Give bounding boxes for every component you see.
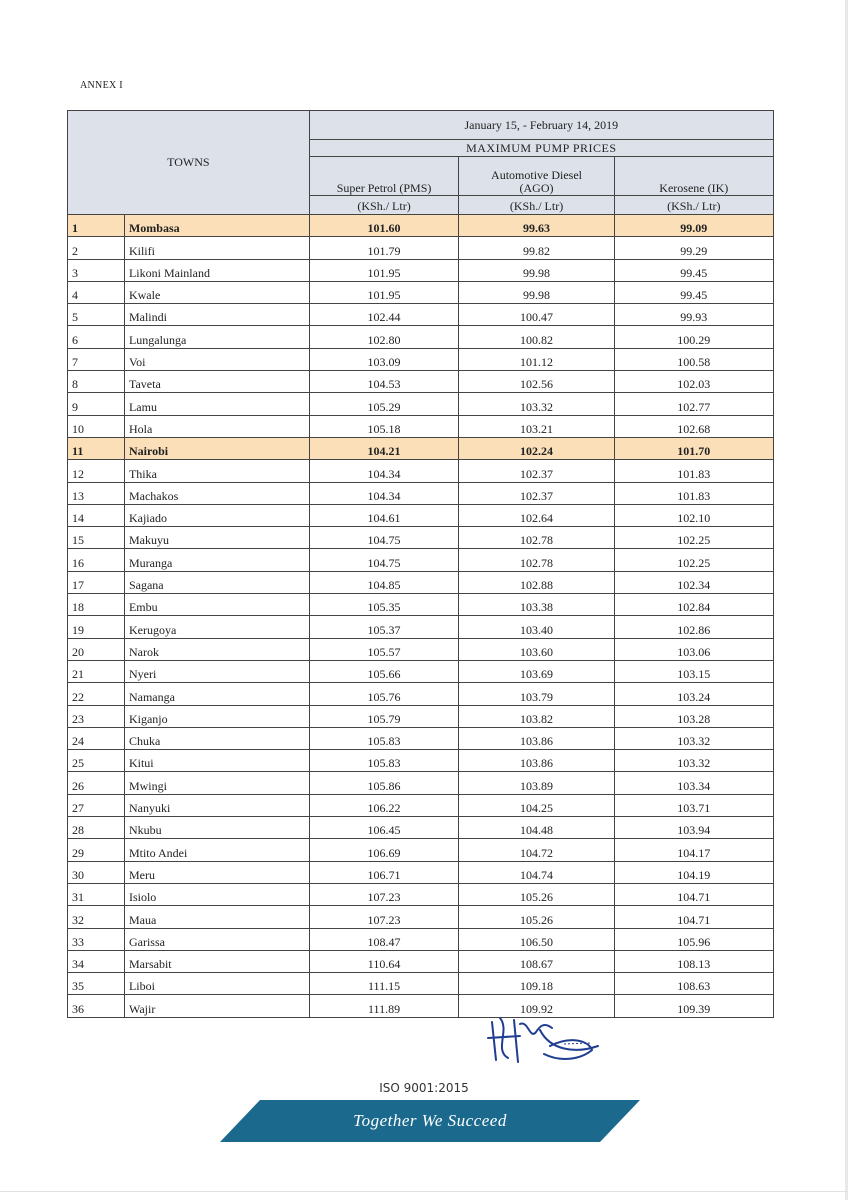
ik-price-cell: 102.03 — [614, 371, 773, 393]
table-row — [68, 616, 774, 638]
row-number-cell: 33 — [68, 928, 125, 950]
row-number-cell: 5 — [68, 304, 125, 326]
town-cell: Machakos — [124, 482, 309, 504]
ago-price-cell: 102.37 — [459, 482, 614, 504]
pms-price-cell: 104.61 — [309, 504, 459, 526]
ago-price-cell: 103.79 — [459, 683, 614, 705]
table-row — [68, 839, 774, 861]
ago-price-cell: 108.67 — [459, 950, 614, 972]
pms-price-cell: 106.69 — [309, 839, 459, 861]
row-number-cell: 28 — [68, 817, 125, 839]
town-cell: Kilifi — [124, 237, 309, 259]
row-number-cell: 16 — [68, 549, 125, 571]
ik-price-cell: 103.15 — [614, 660, 773, 682]
ago-price-cell: 102.88 — [459, 571, 614, 593]
table-row — [68, 304, 774, 326]
town-cell: Embu — [124, 594, 309, 616]
ago-price-cell: 109.18 — [459, 973, 614, 995]
table-row — [68, 393, 774, 415]
pms-price-cell: 110.64 — [309, 950, 459, 972]
town-cell: Nyeri — [124, 660, 309, 682]
row-number-cell: 32 — [68, 906, 125, 928]
row-number-cell: 35 — [68, 973, 125, 995]
town-cell: Meru — [124, 861, 309, 883]
town-cell: Namanga — [124, 683, 309, 705]
pms-unit: (KSh./ Ltr) — [309, 196, 459, 215]
row-number-cell: 25 — [68, 750, 125, 772]
table-row — [68, 883, 774, 905]
pms-price-cell: 102.44 — [309, 304, 459, 326]
pms-price-cell: 104.34 — [309, 460, 459, 482]
pms-price-cell: 104.53 — [309, 371, 459, 393]
ik-price-cell: 102.25 — [614, 527, 773, 549]
ik-price-cell: 103.06 — [614, 638, 773, 660]
table-row — [68, 460, 774, 482]
table-row — [68, 549, 774, 571]
table-row — [68, 259, 774, 281]
town-cell: Chuka — [124, 727, 309, 749]
pms-price-cell: 107.23 — [309, 883, 459, 905]
ago-header-line1: Automotive Diesel — [491, 168, 583, 182]
ik-price-cell: 104.19 — [614, 861, 773, 883]
ago-price-cell: 99.98 — [459, 259, 614, 281]
pms-price-cell: 107.23 — [309, 906, 459, 928]
town-cell: Sagana — [124, 571, 309, 593]
ago-price-cell: 103.60 — [459, 638, 614, 660]
row-number-cell: 15 — [68, 527, 125, 549]
town-cell: Maua — [124, 906, 309, 928]
row-number-cell: 12 — [68, 460, 125, 482]
table-row — [68, 817, 774, 839]
town-cell: Kerugoya — [124, 616, 309, 638]
town-cell: Garissa — [124, 928, 309, 950]
ik-price-cell: 99.93 — [614, 304, 773, 326]
pms-price-cell: 104.75 — [309, 527, 459, 549]
row-number-cell: 9 — [68, 393, 125, 415]
town-cell: Muranga — [124, 549, 309, 571]
row-number-cell: 34 — [68, 950, 125, 972]
ago-price-cell: 105.26 — [459, 906, 614, 928]
pms-price-cell: 102.80 — [309, 326, 459, 348]
table-row — [68, 772, 774, 794]
ago-price-cell: 103.21 — [459, 415, 614, 437]
ik-price-cell: 102.10 — [614, 504, 773, 526]
pms-price-cell: 106.22 — [309, 794, 459, 816]
ik-unit: (KSh./ Ltr) — [614, 196, 773, 215]
ago-price-cell: 104.72 — [459, 839, 614, 861]
pms-price-cell: 105.66 — [309, 660, 459, 682]
row-number-cell: 22 — [68, 683, 125, 705]
pms-header: Super Petrol (PMS) — [309, 157, 459, 196]
town-cell: Mtito Andei — [124, 839, 309, 861]
pms-price-cell: 106.71 — [309, 861, 459, 883]
pms-price-cell: 105.83 — [309, 750, 459, 772]
row-number-cell: 30 — [68, 861, 125, 883]
row-number-cell: 14 — [68, 504, 125, 526]
row-number-cell: 19 — [68, 616, 125, 638]
table-row — [68, 415, 774, 437]
ago-price-cell: 103.86 — [459, 750, 614, 772]
pms-price-cell: 105.37 — [309, 616, 459, 638]
ik-price-cell: 99.45 — [614, 259, 773, 281]
town-cell: Mombasa — [124, 215, 309, 237]
town-cell: Hola — [124, 415, 309, 437]
row-number-cell: 13 — [68, 482, 125, 504]
town-cell: Lamu — [124, 393, 309, 415]
row-number-cell: 21 — [68, 660, 125, 682]
ik-price-cell: 109.39 — [614, 995, 773, 1017]
ago-price-cell: 99.82 — [459, 237, 614, 259]
table-body — [68, 111, 774, 1018]
row-number-cell: 17 — [68, 571, 125, 593]
table-row — [68, 928, 774, 950]
pump-prices-table — [67, 110, 774, 1018]
table-row — [68, 594, 774, 616]
town-cell: Makuyu — [124, 527, 309, 549]
signature-image — [480, 1010, 620, 1070]
town-cell: Narok — [124, 638, 309, 660]
ik-price-cell: 102.86 — [614, 616, 773, 638]
town-cell: Wajir — [124, 995, 309, 1017]
ago-price-cell: 104.74 — [459, 861, 614, 883]
table-row — [68, 281, 774, 303]
town-cell: Nanyuki — [124, 794, 309, 816]
ik-price-cell: 101.83 — [614, 460, 773, 482]
iso-certification: ISO 9001:2015 — [379, 1081, 469, 1095]
ik-price-cell: 103.32 — [614, 750, 773, 772]
ik-price-cell: 108.13 — [614, 950, 773, 972]
ik-header: Kerosene (IK) — [614, 157, 773, 196]
ago-price-cell: 101.12 — [459, 348, 614, 370]
motto-text: Together We Succeed — [353, 1111, 507, 1130]
table-row — [68, 527, 774, 549]
table-row — [68, 794, 774, 816]
ik-price-cell: 100.58 — [614, 348, 773, 370]
ik-price-cell: 101.70 — [614, 437, 773, 459]
table-row — [68, 683, 774, 705]
row-number-cell: 11 — [68, 437, 125, 459]
row-number-cell: 3 — [68, 259, 125, 281]
pms-price-cell: 111.15 — [309, 973, 459, 995]
ago-unit: (KSh./ Ltr) — [459, 196, 614, 215]
ago-price-cell: 103.38 — [459, 594, 614, 616]
ago-price-cell: 103.82 — [459, 705, 614, 727]
ago-price-cell: 99.63 — [459, 215, 614, 237]
table-row — [68, 326, 774, 348]
pms-price-cell: 101.95 — [309, 259, 459, 281]
pms-price-cell: 105.76 — [309, 683, 459, 705]
ik-price-cell: 102.84 — [614, 594, 773, 616]
period-header: January 15, - February 14, 2019 — [309, 111, 773, 140]
table-row — [68, 237, 774, 259]
table-row — [68, 348, 774, 370]
row-number-cell: 10 — [68, 415, 125, 437]
pms-price-cell: 104.34 — [309, 482, 459, 504]
pms-price-cell: 104.85 — [309, 571, 459, 593]
ik-price-cell: 102.77 — [614, 393, 773, 415]
town-cell: Malindi — [124, 304, 309, 326]
ago-header-line2: (AGO) — [519, 181, 554, 195]
table-row — [68, 861, 774, 883]
ik-price-cell: 104.71 — [614, 883, 773, 905]
pms-price-cell: 108.47 — [309, 928, 459, 950]
ik-price-cell: 103.34 — [614, 772, 773, 794]
ago-price-cell: 106.50 — [459, 928, 614, 950]
ik-price-cell: 101.83 — [614, 482, 773, 504]
table-row — [68, 950, 774, 972]
row-number-cell: 4 — [68, 281, 125, 303]
ik-price-cell: 99.29 — [614, 237, 773, 259]
town-cell: Isiolo — [124, 883, 309, 905]
row-number-cell: 8 — [68, 371, 125, 393]
table-row — [68, 371, 774, 393]
row-number-cell: 24 — [68, 727, 125, 749]
ik-price-cell: 102.68 — [614, 415, 773, 437]
ago-price-cell: 104.25 — [459, 794, 614, 816]
ik-price-cell: 99.45 — [614, 281, 773, 303]
ik-price-cell: 100.29 — [614, 326, 773, 348]
table-row — [68, 995, 774, 1017]
ik-price-cell: 105.96 — [614, 928, 773, 950]
ago-price-cell: 102.78 — [459, 527, 614, 549]
town-cell: Nkubu — [124, 817, 309, 839]
row-number-cell: 2 — [68, 237, 125, 259]
ik-price-cell: 103.24 — [614, 683, 773, 705]
table-row — [68, 482, 774, 504]
row-number-cell: 31 — [68, 883, 125, 905]
footer-line — [0, 1191, 848, 1192]
ik-price-cell: 99.09 — [614, 215, 773, 237]
row-number-cell: 20 — [68, 638, 125, 660]
max-prices-header: MAXIMUM PUMP PRICES — [309, 140, 773, 157]
ago-price-cell: 103.40 — [459, 616, 614, 638]
table-row — [68, 727, 774, 749]
table-row — [68, 973, 774, 995]
ago-price-cell: 100.47 — [459, 304, 614, 326]
town-cell: Lungalunga — [124, 326, 309, 348]
town-cell: Kajiado — [124, 504, 309, 526]
pms-price-cell: 105.79 — [309, 705, 459, 727]
table-row — [68, 571, 774, 593]
ago-price-cell: 103.32 — [459, 393, 614, 415]
ago-price-cell: 102.78 — [459, 549, 614, 571]
ago-price-cell: 104.48 — [459, 817, 614, 839]
pms-price-cell: 103.09 — [309, 348, 459, 370]
ik-price-cell: 102.34 — [614, 571, 773, 593]
towns-header: TOWNS — [68, 111, 310, 215]
pms-price-cell: 104.75 — [309, 549, 459, 571]
ago-price-cell: 103.69 — [459, 660, 614, 682]
row-number-cell: 6 — [68, 326, 125, 348]
pms-price-cell: 105.29 — [309, 393, 459, 415]
town-cell: Voi — [124, 348, 309, 370]
ik-price-cell: 103.32 — [614, 727, 773, 749]
pms-price-cell: 106.45 — [309, 817, 459, 839]
table-row — [68, 437, 774, 459]
table-row — [68, 906, 774, 928]
pms-price-cell: 101.95 — [309, 281, 459, 303]
ago-price-cell: 109.92 — [459, 995, 614, 1017]
town-cell: Mwingi — [124, 772, 309, 794]
ago-header — [459, 157, 614, 196]
ik-price-cell: 103.94 — [614, 817, 773, 839]
row-number-cell: 26 — [68, 772, 125, 794]
ago-price-cell: 102.64 — [459, 504, 614, 526]
row-number-cell: 7 — [68, 348, 125, 370]
ago-price-cell: 102.56 — [459, 371, 614, 393]
ago-price-cell: 105.26 — [459, 883, 614, 905]
ago-price-cell: 102.37 — [459, 460, 614, 482]
pms-price-cell: 105.86 — [309, 772, 459, 794]
ik-price-cell: 103.28 — [614, 705, 773, 727]
pms-price-cell: 104.21 — [309, 437, 459, 459]
table-row — [68, 638, 774, 660]
pms-price-cell: 105.18 — [309, 415, 459, 437]
pms-price-cell: 105.83 — [309, 727, 459, 749]
table-row — [68, 504, 774, 526]
header-row-period — [68, 111, 774, 140]
ago-price-cell: 100.82 — [459, 326, 614, 348]
ik-price-cell: 103.71 — [614, 794, 773, 816]
pms-price-cell: 105.57 — [309, 638, 459, 660]
pms-price-cell: 111.89 — [309, 995, 459, 1017]
pms-price-cell: 101.79 — [309, 237, 459, 259]
pms-price-cell: 101.60 — [309, 215, 459, 237]
town-cell: Marsabit — [124, 950, 309, 972]
row-number-cell: 27 — [68, 794, 125, 816]
ik-price-cell: 108.63 — [614, 973, 773, 995]
town-cell: Nairobi — [124, 437, 309, 459]
town-cell: Kwale — [124, 281, 309, 303]
town-cell: Kitui — [124, 750, 309, 772]
pms-price-cell: 105.35 — [309, 594, 459, 616]
table-row — [68, 660, 774, 682]
ik-price-cell: 104.17 — [614, 839, 773, 861]
annex-label: ANNEX I — [80, 80, 123, 91]
ik-price-cell: 104.71 — [614, 906, 773, 928]
ik-price-cell: 102.25 — [614, 549, 773, 571]
table-row — [68, 705, 774, 727]
row-number-cell: 36 — [68, 995, 125, 1017]
ago-price-cell: 102.24 — [459, 437, 614, 459]
town-cell: Likoni Mainland — [124, 259, 309, 281]
ago-price-cell: 103.86 — [459, 727, 614, 749]
row-number-cell: 23 — [68, 705, 125, 727]
ago-price-cell: 99.98 — [459, 281, 614, 303]
ago-price-cell: 103.89 — [459, 772, 614, 794]
row-number-cell: 29 — [68, 839, 125, 861]
town-cell: Thika — [124, 460, 309, 482]
town-cell: Taveta — [124, 371, 309, 393]
town-cell: Kiganjo — [124, 705, 309, 727]
town-cell: Liboi — [124, 973, 309, 995]
row-number-cell: 18 — [68, 594, 125, 616]
table-row — [68, 215, 774, 237]
table-row — [68, 750, 774, 772]
row-number-cell: 1 — [68, 215, 125, 237]
